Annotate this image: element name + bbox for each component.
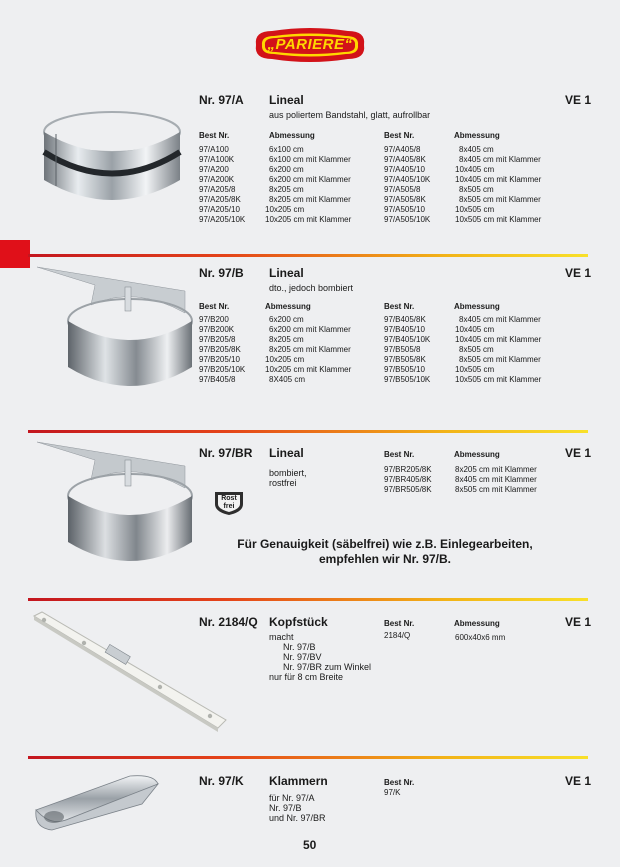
- code-cell: 97/A205/8: [199, 185, 236, 194]
- product-97br-title: Lineal: [269, 446, 304, 460]
- brand-name: „PARIERE“: [267, 36, 353, 53]
- product-97b-title: Lineal: [269, 266, 304, 280]
- code-cell: 97/B205/8: [199, 335, 236, 344]
- header-best-nr: Best Nr.: [199, 131, 230, 140]
- dimension-cell: 10x205 cm: [265, 355, 305, 364]
- product-2184q-description: [269, 632, 371, 682]
- dimension-cell: 8x405 cm: [459, 145, 494, 154]
- product-97br-description: [269, 468, 307, 488]
- dimension-cell: 6x200 cm mit Klammer: [269, 175, 351, 184]
- code-cell: 97/A205/8K: [199, 195, 241, 204]
- header-best-nr: Best Nr.: [384, 778, 415, 787]
- code-cell: 97/A505/10: [384, 205, 425, 214]
- product-97k-title: Klammern: [269, 774, 328, 788]
- header-abmessung: Abmessung: [454, 131, 500, 140]
- description-line: Nr. 97/B: [283, 642, 316, 652]
- product-97a-description: aus poliertem Bandstahl, glatt, aufrollbar: [269, 110, 431, 120]
- code-cell: 97/A405/8K: [384, 155, 426, 164]
- dimension-list: [455, 315, 541, 385]
- dimension-cell: 8X405 cm: [269, 375, 306, 384]
- code-cell: 97/A205/10: [199, 205, 240, 214]
- dimension-cell: 10x205 cm: [265, 205, 305, 214]
- header-best-nr: Best Nr.: [384, 131, 415, 140]
- dimension-cell: 8x205 cm mit Klammer: [269, 195, 351, 204]
- code-cell: 97/B205/8K: [199, 345, 241, 354]
- product-97a-title: Lineal: [269, 93, 304, 107]
- section-divider: [28, 254, 588, 257]
- header-best-nr: Best Nr.: [384, 450, 415, 459]
- dimension-cell: 10x505 cm: [455, 365, 495, 374]
- dimension-cell: 8x405 cm mit Klammer: [459, 155, 541, 164]
- brand-logo: [252, 25, 368, 65]
- dimension-cell: 8x505 cm: [459, 345, 494, 354]
- header-abmessung: Abmessung: [454, 619, 500, 628]
- code-cell: 97/A205/10K: [199, 215, 246, 224]
- dimension-cell: 10x405 cm mit Klammer: [455, 175, 542, 184]
- dimension-cell: 10x405 cm: [455, 165, 495, 174]
- code-cell: 97/K: [384, 788, 401, 797]
- code-cell: 97/A200K: [199, 175, 235, 184]
- lineal-97br-image: [35, 440, 195, 585]
- code-cell: 97/A505/8: [384, 185, 421, 194]
- header-best-nr: Best Nr.: [384, 619, 415, 628]
- dimension-cell: 6x200 cm mit Klammer: [269, 325, 351, 334]
- description-line: rostfrei: [269, 478, 297, 488]
- product-97k-nr: Nr. 97/K: [199, 774, 244, 788]
- code-cell: 97/A405/10: [384, 165, 425, 174]
- code-cell: 97/B505/8: [384, 345, 421, 354]
- header-best-nr: Best Nr.: [384, 302, 415, 311]
- description-line: nur für 8 cm Breite: [269, 672, 344, 682]
- code-cell: 97/A405/8: [384, 145, 421, 154]
- code-list: [199, 315, 245, 385]
- dimension-cell: 6x200 cm: [269, 165, 304, 174]
- code-cell: 2184/Q: [384, 631, 411, 640]
- code-cell: 97/B405/8K: [384, 315, 426, 324]
- dimension-list: [455, 145, 541, 225]
- product-2184q-nr: Nr. 2184/Q: [199, 615, 258, 629]
- code-cell: 97/B405/10K: [384, 335, 431, 344]
- product-97b-description: dto., jedoch bombiert: [269, 283, 354, 293]
- code-cell: 97/A100: [199, 145, 229, 154]
- code-cell: 97/A200: [199, 165, 229, 174]
- dimension-cell: 8x205 cm mit Klammer: [269, 345, 351, 354]
- lineal-97a-image: [30, 100, 190, 225]
- dimension-cell: 8x405 cm mit Klammer: [455, 475, 537, 484]
- page-number: 50: [303, 838, 317, 852]
- dimension-cell: 6x100 cm: [269, 145, 304, 154]
- dimension-cell: 10x405 cm mit Klammer: [455, 335, 542, 344]
- dimension-cell: 8x405 cm mit Klammer: [459, 315, 541, 324]
- code-cell: 97/A505/10K: [384, 215, 431, 224]
- dimension-cell: 8x505 cm mit Klammer: [455, 485, 537, 494]
- dimension-cell: 600x40x6 mm: [455, 633, 506, 642]
- dimension-cell: 10x505 cm mit Klammer: [455, 375, 542, 384]
- description-line: bombiert,: [269, 468, 307, 478]
- product-97k-description: [269, 793, 326, 823]
- description-line: und Nr. 97/BR: [269, 813, 326, 823]
- code-cell: 97/B200: [199, 315, 229, 324]
- product-97br-ve: VE 1: [565, 446, 592, 460]
- dimension-list: [455, 465, 537, 495]
- dimension-cell: 8x505 cm mit Klammer: [459, 355, 541, 364]
- code-list: [199, 145, 245, 225]
- product-97a-ve: VE 1: [565, 93, 592, 107]
- lineal-97b-image: [35, 265, 195, 410]
- dimension-cell: 10x405 cm: [455, 325, 495, 334]
- header-abmessung: Abmessung: [454, 302, 500, 311]
- code-cell: 97/A405/10K: [384, 175, 431, 184]
- code-cell: 97/A505/8K: [384, 195, 426, 204]
- section-divider: [28, 756, 588, 759]
- code-cell: 97/B200K: [199, 325, 235, 334]
- dimension-cell: 6x200 cm: [269, 315, 304, 324]
- code-list: [384, 465, 432, 495]
- product-97br-nr: Nr. 97/BR: [199, 446, 253, 460]
- rostfrei-badge: [213, 490, 245, 516]
- dimension-cell: 8x205 cm: [269, 335, 304, 344]
- section-divider: [28, 598, 588, 601]
- code-cell: 97/B505/8K: [384, 355, 426, 364]
- note-line: Für Genauigkeit (säbelfrei) wie z.B. Einlegearbeiten,: [237, 537, 533, 551]
- dimension-cell: 8x505 cm: [459, 185, 494, 194]
- code-list: [384, 315, 430, 385]
- dimension-cell: 10x205 cm mit Klammer: [265, 215, 352, 224]
- code-cell: 97/B205/10K: [199, 365, 246, 374]
- code-cell: 97/B405/10: [384, 325, 425, 334]
- code-cell: 97/B505/10: [384, 365, 425, 374]
- product-97b-nr: Nr. 97/B: [199, 266, 244, 280]
- dimension-cell: 10x505 cm: [455, 205, 495, 214]
- code-cell: 97/A100K: [199, 155, 235, 164]
- dimension-list: [265, 315, 351, 385]
- header-abmessung: Abmessung: [265, 302, 311, 311]
- code-cell: 97/BR205/8K: [384, 465, 432, 474]
- dimension-cell: 8x205 cm: [269, 185, 304, 194]
- code-list: [384, 145, 430, 225]
- dimension-cell: 10x205 cm mit Klammer: [265, 365, 352, 374]
- page-edge-tab: [0, 240, 30, 268]
- product-97b-ve: VE 1: [565, 266, 592, 280]
- code-cell: 97/BR405/8K: [384, 475, 432, 484]
- product-2184q-ve: VE 1: [565, 615, 592, 629]
- description-line: für Nr. 97/A: [269, 793, 315, 803]
- code-cell: 97/B205/10: [199, 355, 240, 364]
- klammern-image: [30, 770, 165, 835]
- description-line: Nr. 97/B: [269, 803, 302, 813]
- recommendation-note: [200, 537, 570, 567]
- dimension-cell: 8x505 cm mit Klammer: [459, 195, 541, 204]
- description-line: macht: [269, 632, 294, 642]
- code-cell: 97/B405/8: [199, 375, 236, 384]
- code-cell: 97/B505/10K: [384, 375, 431, 384]
- dimension-cell: 8x205 cm mit Klammer: [455, 465, 537, 474]
- note-line: empfehlen wir Nr. 97/B.: [318, 552, 452, 566]
- product-97k-ve: VE 1: [565, 774, 592, 788]
- description-line: Nr. 97/BV: [283, 652, 322, 662]
- description-line: Nr. 97/BR zum Winkel: [283, 662, 372, 672]
- code-cell: 97/BR505/8K: [384, 485, 432, 494]
- header-abmessung: Abmessung: [269, 131, 315, 140]
- badge-label: Rost frei: [221, 495, 237, 510]
- header-best-nr: Best Nr.: [199, 302, 230, 311]
- product-97a-nr: Nr. 97/A: [199, 93, 244, 107]
- section-divider: [28, 430, 588, 433]
- dimension-cell: 10x505 cm mit Klammer: [455, 215, 542, 224]
- dimension-cell: 6x100 cm mit Klammer: [269, 155, 351, 164]
- product-2184q-title: Kopfstück: [269, 615, 328, 629]
- dimension-list: [265, 145, 351, 225]
- header-abmessung: Abmessung: [454, 450, 500, 459]
